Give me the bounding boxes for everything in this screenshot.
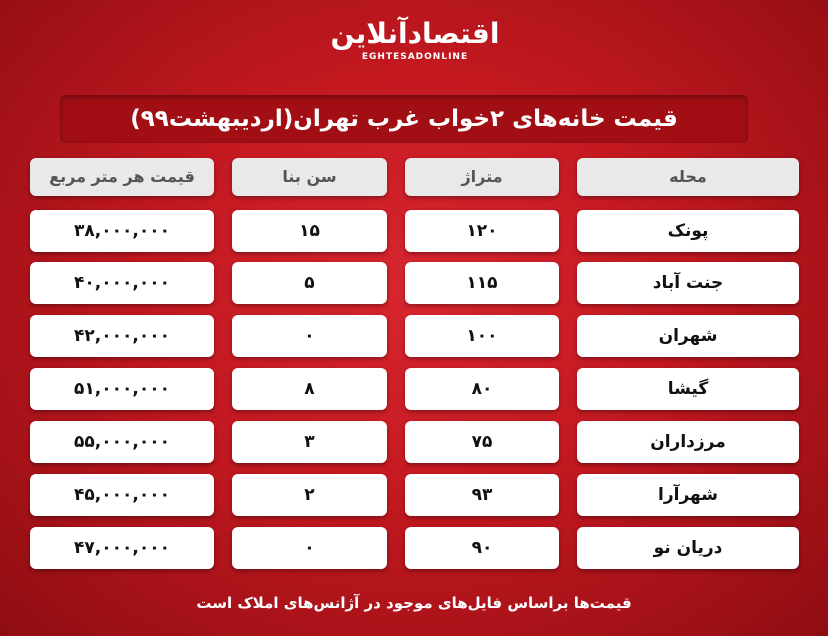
cell-size: ۸۰ <box>405 368 559 410</box>
logo <box>300 14 530 74</box>
footer-note: قیمت‌ها براساس فایل‌های موجود در آژانس‌های املاک است <box>196 594 632 612</box>
header-price: قیمت هر متر مربع <box>30 158 214 196</box>
logo-subtitle: EGHTESADONLINE <box>361 52 469 62</box>
cell-size: ۹۰ <box>405 527 559 569</box>
cell-size: ۷۵ <box>405 421 559 463</box>
cell-price: ۵۵,۰۰۰,۰۰۰ <box>30 421 214 463</box>
cell-age: ۳ <box>232 421 387 463</box>
cell-area: جنت آباد <box>577 262 799 304</box>
cell-size: ۱۲۰ <box>405 210 559 252</box>
cell-age: ۵ <box>232 262 387 304</box>
cell-size: ۹۳ <box>405 474 559 516</box>
cell-age: ۲ <box>232 474 387 516</box>
cell-age: ۱۵ <box>232 210 387 252</box>
header-size: متراژ <box>405 158 559 196</box>
cell-age: ۰ <box>232 527 387 569</box>
cell-area: گیشا <box>577 368 799 410</box>
cell-size: ۱۰۰ <box>405 315 559 357</box>
logo-name: اقتصادآنلاین <box>330 17 500 50</box>
cell-area: شهرآرا <box>577 474 799 516</box>
cell-price: ۴۵,۰۰۰,۰۰۰ <box>30 474 214 516</box>
cell-area: مرزداران <box>577 421 799 463</box>
cell-area: شهران <box>577 315 799 357</box>
cell-age: ۰ <box>232 315 387 357</box>
cell-price: ۵۱,۰۰۰,۰۰۰ <box>30 368 214 410</box>
cell-area: دریان نو <box>577 527 799 569</box>
cell-age: ۸ <box>232 368 387 410</box>
cell-price: ۴۷,۰۰۰,۰۰۰ <box>30 527 214 569</box>
cell-price: ۳۸,۰۰۰,۰۰۰ <box>30 210 214 252</box>
cell-price: ۴۰,۰۰۰,۰۰۰ <box>30 262 214 304</box>
header-age: سن بنا <box>232 158 387 196</box>
cell-size: ۱۱۵ <box>405 262 559 304</box>
page-title: قیمت خانه‌های ۲خواب غرب تهران(اردیبهشت۹۹) <box>60 95 748 143</box>
cell-price: ۴۲,۰۰۰,۰۰۰ <box>30 315 214 357</box>
cell-area: پونک <box>577 210 799 252</box>
header-area: محله <box>577 158 799 196</box>
